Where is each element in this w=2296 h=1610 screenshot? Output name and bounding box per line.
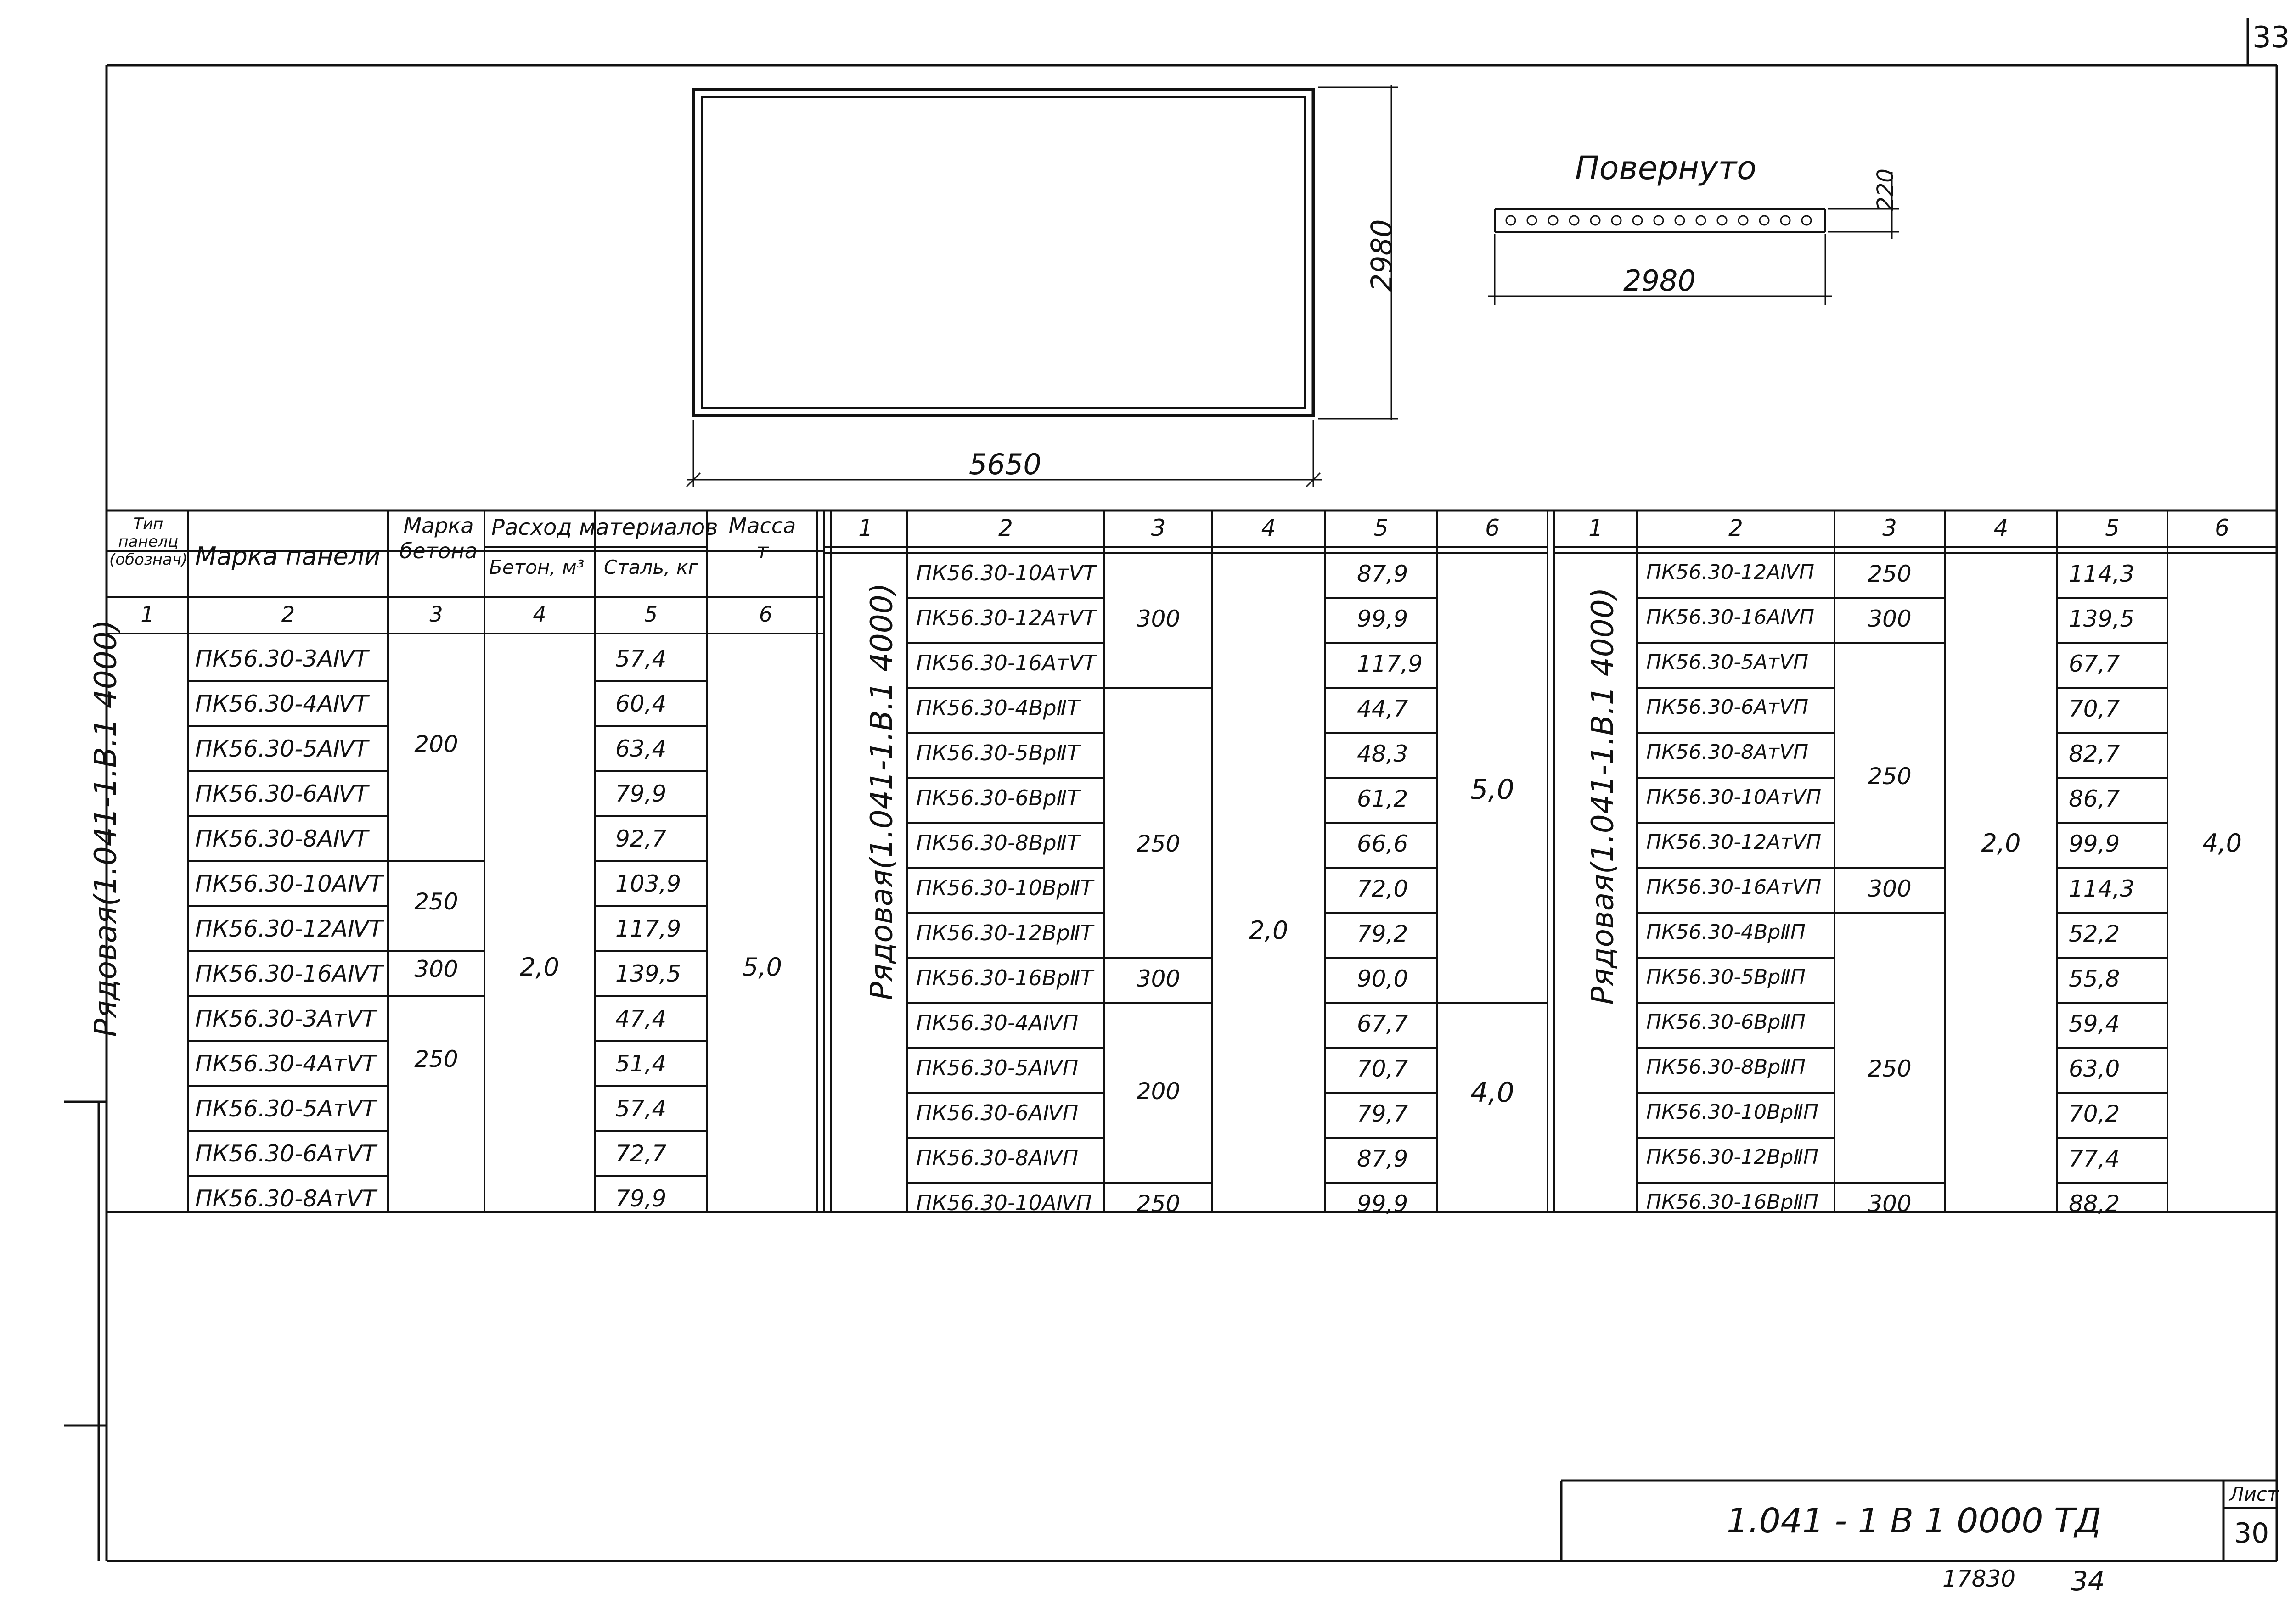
table2-steel: 67,7 <box>1357 1010 1408 1037</box>
table3-mark: ПК56.30-8АтⅤП <box>1646 740 1809 764</box>
table3-mark: ПК56.30-5ВрⅡП <box>1646 965 1806 989</box>
table3-grade: 300 <box>1868 1190 1912 1217</box>
table3-mark: ПК56.30-12ВрⅡП <box>1646 1145 1819 1169</box>
table2-grade: 300 <box>1136 606 1181 632</box>
table2-mark: ПК56.30-5ВрⅡТ <box>916 740 1080 765</box>
table3-colnum-1: 1 <box>1588 515 1603 541</box>
table3-steel: 114,3 <box>2069 875 2135 902</box>
table1-steel: 60,4 <box>615 690 667 717</box>
table2-mark: ПК56.30-4ВрⅡТ <box>916 696 1080 720</box>
table1-colnum-3: 3 <box>429 602 443 627</box>
table2-steel: 99,9 <box>1357 606 1408 632</box>
table3-grade: 250 <box>1868 1055 1912 1082</box>
table2-mark: ПК56.30-12АтⅤТ <box>916 606 1096 630</box>
table2-grade: 200 <box>1136 1078 1181 1105</box>
table2-colnum-6: 6 <box>1485 515 1500 541</box>
table2-mark: ПК56.30-12ВрⅡТ <box>916 920 1093 945</box>
table3-mark: ПК56.30-16ВрⅡП <box>1646 1190 1819 1214</box>
table1-colnum-1: 1 <box>141 602 154 627</box>
table3-mark: ПК56.30-12АтⅤП <box>1646 830 1822 854</box>
table1-mark: ПК56.30-3АⅣТ <box>195 645 368 672</box>
table2-mass: 5,0 <box>1470 774 1514 806</box>
table2-mark: ПК56.30-6АⅣП <box>916 1100 1079 1125</box>
table3-mark: ПК56.30-16АⅣП <box>1646 606 1814 629</box>
sheet-label: Лист <box>2229 1483 2279 1505</box>
table3-grade: 300 <box>1868 606 1912 632</box>
table2-mark: ПК56.30-8ВрⅡТ <box>916 830 1080 855</box>
plan-width-dimension: 5650 <box>969 448 1041 481</box>
table3-mark: ПК56.30-6АтⅤП <box>1646 696 1809 719</box>
table3-steel: 86,7 <box>2069 785 2120 812</box>
header-concrete-grade: Марка бетона <box>400 513 478 564</box>
table3-steel: 82,7 <box>2069 740 2120 767</box>
header-consumption: Расход материалов <box>491 515 718 540</box>
table2-mark: ПК56.30-10ВрⅡТ <box>916 875 1093 900</box>
table1-mark: ПК56.30-10АⅣТ <box>195 870 383 897</box>
table1-grade: 200 <box>414 731 458 757</box>
table3-steel: 139,5 <box>2069 606 2135 632</box>
table3-mark: ПК56.30-10ВрⅡП <box>1646 1100 1819 1124</box>
table1-mark: ПК56.30-6АⅣТ <box>195 780 368 807</box>
table3-steel: 55,8 <box>2069 965 2120 992</box>
table3-steel: 77,4 <box>2069 1145 2120 1172</box>
table2-steel: 87,9 <box>1357 561 1408 587</box>
table2-colnum-1: 1 <box>858 515 873 541</box>
table2-steel: 44,7 <box>1357 696 1408 722</box>
table3-steel: 70,2 <box>2069 1100 2120 1127</box>
rotated-label: Повернуто <box>1575 149 1757 187</box>
sheet-number: 30 <box>2234 1517 2269 1549</box>
header-mark: Марка панели <box>195 542 381 571</box>
table3-colnum-6: 6 <box>2215 515 2229 541</box>
table2-mark: ПК56.30-6ВрⅡТ <box>916 785 1080 810</box>
table2-mark: ПК56.30-16ВрⅡТ <box>916 965 1093 990</box>
table3-colnum-3: 3 <box>1882 515 1897 541</box>
table2-colnum-2: 2 <box>998 515 1013 541</box>
header-steel: Сталь, кг <box>604 556 698 578</box>
table2-mass: 4,0 <box>1470 1077 1514 1109</box>
table1-mark: ПК56.30-8АⅣТ <box>195 825 368 852</box>
table1-mass: 5,0 <box>743 953 782 982</box>
table3-mass: 4,0 <box>2202 829 2242 858</box>
table1-colnum-5: 5 <box>644 602 658 627</box>
table1-steel: 51,4 <box>615 1050 667 1077</box>
table2-colnum-3: 3 <box>1151 515 1166 541</box>
header-concrete-volume: Бетон, м³ <box>489 556 585 578</box>
table3-steel: 70,7 <box>2069 696 2120 722</box>
table1-grade: 300 <box>414 956 458 982</box>
table3-mark: ПК56.30-10АтⅤП <box>1646 785 1822 809</box>
table2-colnum-5: 5 <box>1373 515 1389 541</box>
page-number: 33 <box>2252 21 2290 55</box>
table1-mark: ПК56.30-5АтⅤТ <box>195 1095 377 1122</box>
table3-steel: 88,2 <box>2069 1190 2120 1217</box>
table2-type-label: Рядовая(1.041-1.В.1 4000) <box>864 583 900 1000</box>
table2-mark: ПК56.30-5АⅣП <box>916 1055 1079 1080</box>
table2-colnum-4: 4 <box>1261 515 1276 541</box>
table2-steel: 48,3 <box>1357 740 1408 767</box>
table1-mark: ПК56.30-4АⅣТ <box>195 690 368 717</box>
table2-steel: 117,9 <box>1357 651 1423 677</box>
table2-mark: ПК56.30-10АⅣП <box>916 1190 1092 1215</box>
table2-steel: 90,0 <box>1357 965 1408 992</box>
table1-steel: 103,9 <box>615 870 681 897</box>
table3-concrete-volume: 2,0 <box>1981 829 2021 858</box>
table1-steel: 57,4 <box>615 645 667 672</box>
rotated-thickness-dimension: 220 <box>1872 168 1898 211</box>
table1-steel: 139,5 <box>615 960 681 987</box>
table1-steel: 47,4 <box>615 1005 667 1032</box>
inventory-number: 17830 <box>1942 1565 2016 1592</box>
table3-steel: 59,4 <box>2069 1010 2120 1037</box>
table3-mark: ПК56.30-16АтⅤП <box>1646 875 1822 899</box>
table1-mark: ПК56.30-3АтⅤТ <box>195 1005 377 1032</box>
table3-mark: ПК56.30-5АтⅤП <box>1646 651 1809 674</box>
table3-mark: ПК56.30-12АⅣП <box>1646 561 1814 584</box>
table2-steel: 87,9 <box>1357 1145 1408 1172</box>
table2-steel: 79,2 <box>1357 920 1408 947</box>
footer-page: 34 <box>2071 1565 2105 1597</box>
table2-mark: ПК56.30-10АтⅤТ <box>916 561 1096 585</box>
table1-grade: 250 <box>414 888 458 915</box>
table3-colnum-5: 5 <box>2105 515 2120 541</box>
table2-steel: 70,7 <box>1357 1055 1408 1082</box>
table1-steel: 79,9 <box>615 780 667 807</box>
table1-steel: 79,9 <box>615 1185 667 1212</box>
table3-steel: 99,9 <box>2069 830 2120 857</box>
table3-colnum-2: 2 <box>1728 515 1743 541</box>
table3-steel: 114,3 <box>2069 561 2135 587</box>
table1-colnum-2: 2 <box>281 602 295 627</box>
table2-grade: 250 <box>1136 830 1181 857</box>
table1-mark: ПК56.30-8АтⅤТ <box>195 1185 377 1212</box>
table2-mark: ПК56.30-4АⅣП <box>916 1010 1079 1035</box>
table3-grade: 300 <box>1868 875 1912 902</box>
table2-mark: ПК56.30-16АтⅤТ <box>916 651 1096 675</box>
table2-mark: ПК56.30-8АⅣП <box>916 1145 1079 1170</box>
table3-type-label: Рядовая(1.041-1.В.1 4000) <box>1585 587 1621 1005</box>
table1-steel: 57,4 <box>615 1095 667 1122</box>
table3-mark: ПК56.30-6ВрⅡП <box>1646 1010 1806 1034</box>
table1-colnum-4: 4 <box>533 602 546 627</box>
table3-steel: 67,7 <box>2069 651 2120 677</box>
table3-mark: ПК56.30-4ВрⅡП <box>1646 920 1806 944</box>
table1-steel: 72,7 <box>615 1140 667 1167</box>
table2-steel: 66,6 <box>1357 830 1408 857</box>
table1-mark: ПК56.30-4АтⅤТ <box>195 1050 377 1077</box>
plan-height-dimension: 2980 <box>1365 219 1399 292</box>
header-type: Тип панелц (обознач) <box>109 515 188 569</box>
table1-mark: ПК56.30-5АⅣТ <box>195 735 368 762</box>
header-mass: Масса т <box>728 513 796 564</box>
table1-mark: ПК56.30-12АⅣТ <box>195 915 383 942</box>
table3-steel: 52,2 <box>2069 920 2120 947</box>
table1-steel: 117,9 <box>615 915 681 942</box>
table1-mark: ПК56.30-16АⅣТ <box>195 960 383 987</box>
table1-steel: 92,7 <box>615 825 667 852</box>
table1-colnum-6: 6 <box>759 602 773 627</box>
table3-steel: 63,0 <box>2069 1055 2120 1082</box>
table2-concrete-volume: 2,0 <box>1249 916 1289 945</box>
table2-grade: 250 <box>1136 1190 1181 1217</box>
table3-grade: 250 <box>1868 763 1912 790</box>
table2-steel: 72,0 <box>1357 875 1408 902</box>
table2-steel: 79,7 <box>1357 1100 1408 1127</box>
table2-steel: 61,2 <box>1357 785 1408 812</box>
table1-mark: ПК56.30-6АтⅤТ <box>195 1140 377 1167</box>
table3-colnum-4: 4 <box>1993 515 2009 541</box>
table1-steel: 63,4 <box>615 735 667 762</box>
rotated-length-dimension: 2980 <box>1623 264 1696 297</box>
table1-concrete-volume: 2,0 <box>520 953 559 982</box>
table3-mark: ПК56.30-8ВрⅡП <box>1646 1055 1806 1079</box>
table2-steel: 99,9 <box>1357 1190 1408 1217</box>
table3-grade: 250 <box>1868 561 1912 587</box>
table1-grade: 250 <box>414 1046 458 1072</box>
document-code: 1.041 - 1 В 1 0000 ТД <box>1727 1501 2101 1541</box>
table1-type-label: Рядовая(1.041-1.В.1 4000) <box>88 619 124 1037</box>
table2-grade: 300 <box>1136 965 1181 992</box>
